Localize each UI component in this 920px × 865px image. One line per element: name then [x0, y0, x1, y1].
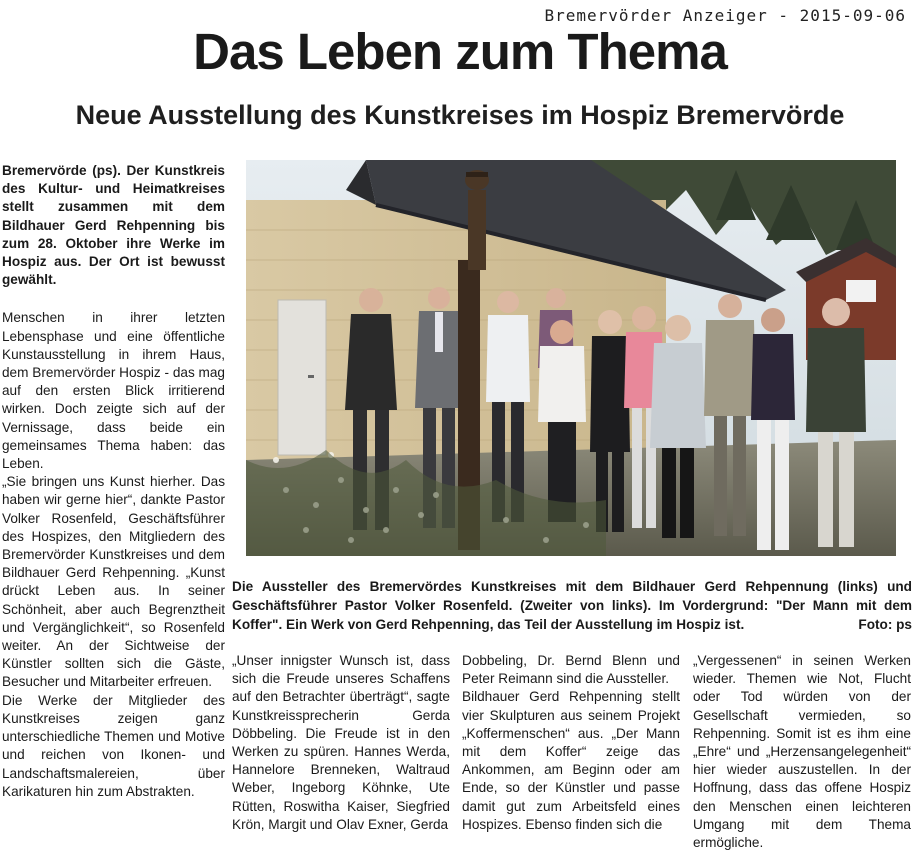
- body-paragraph: „Unser innigster Wunsch ist, dass sich die Freude unseres Schaffens auf den Betrachter überträgt“, sagte Kunstkreissprecherin Gerda Döbbeling. Die Freude ist in den Werken zu spüren. Hannes Werda, Hannelore Brenneken, Waltraud Weber, Ingeborg Köhnke, Ute Rütten, Roswitha Kaiser, Siegfried Krön, Margit und Olav Exner, Gerda: [232, 653, 450, 832]
- group-photo-illustration: [246, 160, 896, 556]
- photo-caption: [232, 577, 912, 634]
- body-paragraph: Menschen in ihrer letzten Lebensphase und eine öffentliche Kunstausstellung in ihrem Haus, dem Bremervörder Hospiz - das mag auf den ersten Blick irritierend wirken. Doch zeigte sich auf der Vernissage, dass beide ein gemeinsames Thema haben: das Leben.: [2, 310, 225, 472]
- lead-paragraph: Bremervörde (ps). Der Kunstkreis des Kultur- und Heimatkreises stellt zusammen mit dem Bildhauer Gerd Rehpenning bis zum 28. Oktober ihre Werke im Hospiz aus. Der Ort ist bewusst gewählt.: [2, 163, 225, 288]
- subheadline: Neue Ausstellung des Kunstkreises im Hospiz Bremervörde: [75, 100, 845, 130]
- headline: Das Leben zum Thema: [193, 23, 727, 80]
- body-paragraph: Dobbeling, Dr. Bernd Blenn und Peter Reimann sind die Aussteller.: [462, 653, 680, 687]
- group-photo: [246, 160, 896, 556]
- photo-credit: Foto: ps: [858, 617, 912, 632]
- body-paragraph: Die Werke der Mitglieder des Kunstkreises zeigen ganz unterschiedliche Themen und Motive und reichen von Ikonen- und Landschaftsmalereien, über Karikaturen hin zum Abstrakten.: [2, 692, 225, 799]
- body-paragraph: „Sie bringen uns Kunst hierher. Das haben wir gerne hier“, dankte Pastor Volker Rosenfeld, Geschäftsführer des Hospizes, den Mitgliedern des Bremervörder Kunstkreises und dem Bildhauer Gerd Rehpenning. „Kunst drückt Leben aus. In seiner Schönheit, aber auch Begrenztheit und Vergänglichkeit“, so Rosenfeld weiter. An der Sichtweise der Künstler sollten sich die Gäste, Besucher und Mitarbeiter erfreuen.: [2, 474, 225, 690]
- body-paragraph: Bildhauer Gerd Rehpenning stellt vier Skulpturen aus seinem Projekt „Koffermenschen“ aus. „Der Mann mit dem Koffer“ zeige das Ankommen, am Beginn oder am Ende, so der Künstler und passe damit gut zum Arbeitsfeld eines Hospizes. Ebenso finden sich die: [462, 689, 680, 832]
- article-column-3: [462, 652, 680, 834]
- article-column-2: [232, 652, 450, 834]
- article-column-1: [2, 162, 225, 801]
- caption-text: Die Aussteller des Bremervördes Kunstkreises mit dem Bildhauer Gerd Rehpennung (links) und Geschäftsführer Pastor Volker Rosenfeld. (Zweiter von links). Im Vordergrund: "Der Mann mit dem Koffer". Ein Werk von Gerd Rehpenning, das Teil der Ausstellung im Hospiz ist.: [232, 579, 912, 632]
- masthead: Bremervörder Anzeiger - 2015-09-06: [544, 6, 906, 25]
- body-paragraph: „Vergessenen“ in seinen Werken wieder. Themen wie Not, Flucht oder Tod würden von der Gesellschaft vermieden, so Rehpenning. Somit ist es ihm eine „Ehre“ und „Herzensangelegenheit“ hier wieder auszustellen. In der Hoffnung, dass das offene Hospiz den Menschen einen leichteren Umgang mit dem Thema ermögliche.: [693, 653, 911, 851]
- article-column-4: [693, 652, 911, 852]
